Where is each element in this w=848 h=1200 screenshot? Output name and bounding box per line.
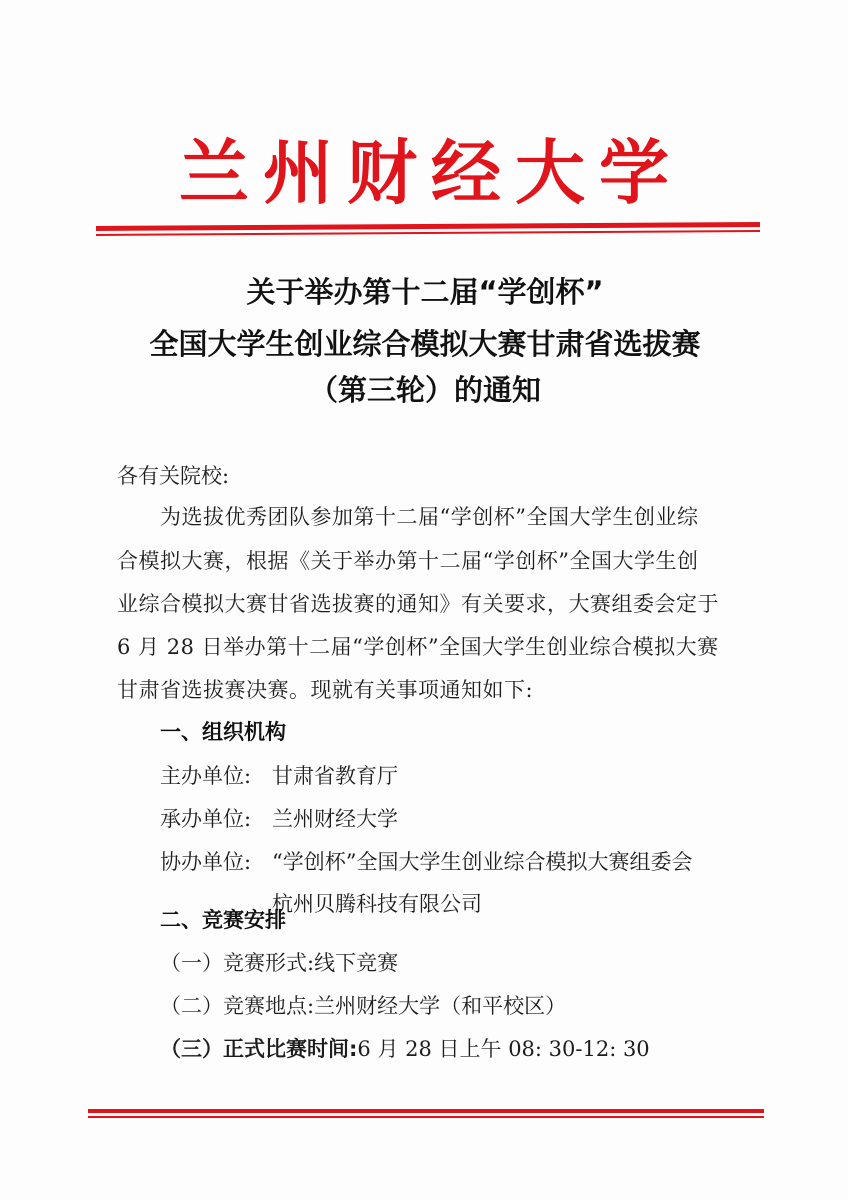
footer-rule-thin xyxy=(88,1116,764,1118)
co-organizer-value: “学创杯”全国大学生创业综合模拟大赛组委会 xyxy=(272,850,693,874)
organizer-label: 主办单位: xyxy=(160,764,252,788)
competition-venue-item xyxy=(160,990,566,1020)
competition-time-label: （三）正式比赛时间: xyxy=(160,1037,358,1061)
document-title-line-1: 关于举办第十二届“学创杯” xyxy=(246,275,604,309)
competition-venue-value: 兰州财经大学（和平校区） xyxy=(314,994,567,1018)
competition-time-value: 6 月 28 日上午 08: 30-12: 30 xyxy=(357,1037,650,1061)
document-title-line-3: （第三轮）的通知 xyxy=(308,373,541,407)
masthead-org-name: 兰州财经大学 xyxy=(179,131,683,214)
host-value: 兰州财经大学 xyxy=(272,807,398,831)
competition-format-label: （一）竞赛形式: xyxy=(160,951,315,975)
document-title-line-2: 全国大学生创业综合模拟大赛甘肃省选拔赛 xyxy=(149,327,701,361)
co-organizer-label: 协办单位: xyxy=(160,850,252,874)
competition-format-value: 线下竞赛 xyxy=(314,951,399,975)
competition-venue-label: （二）竞赛地点: xyxy=(160,994,315,1018)
footer-rule-thick xyxy=(88,1109,764,1113)
competition-time-item xyxy=(160,1033,650,1063)
body-line: 业综合模拟大赛甘省选拔赛的通知》有关要求，大赛组委会定于 xyxy=(117,592,719,616)
host-row xyxy=(160,803,398,833)
body-line: 甘肃省选拔赛决赛。现就有关事项通知如下: xyxy=(117,678,534,702)
host-label: 承办单位: xyxy=(160,807,252,831)
co-organizer-row xyxy=(160,846,692,876)
organizer-value: 甘肃省教育厅 xyxy=(272,764,398,788)
competition-format-item xyxy=(160,947,398,977)
body-line: 合模拟大赛，根据《关于举办第十二届“学创杯”全国大学生创 xyxy=(117,549,699,573)
masthead-rule-thin xyxy=(96,230,760,236)
organizer-row xyxy=(160,760,398,790)
co-organizer-value-2: 杭州贝腾科技有限公司 xyxy=(272,892,482,916)
section-heading-competition: 二、竞赛安排 xyxy=(160,908,286,932)
body-line: 为选拔优秀团队参加第十二届“学创杯”全国大学生创业综 xyxy=(160,505,699,529)
salutation: 各有关院校: xyxy=(117,464,230,488)
section-heading-organization: 一、组织机构 xyxy=(160,720,286,744)
body-line: 6 月 28 日举办第十二届“学创杯”全国大学生创业综合模拟大赛 xyxy=(117,635,719,659)
